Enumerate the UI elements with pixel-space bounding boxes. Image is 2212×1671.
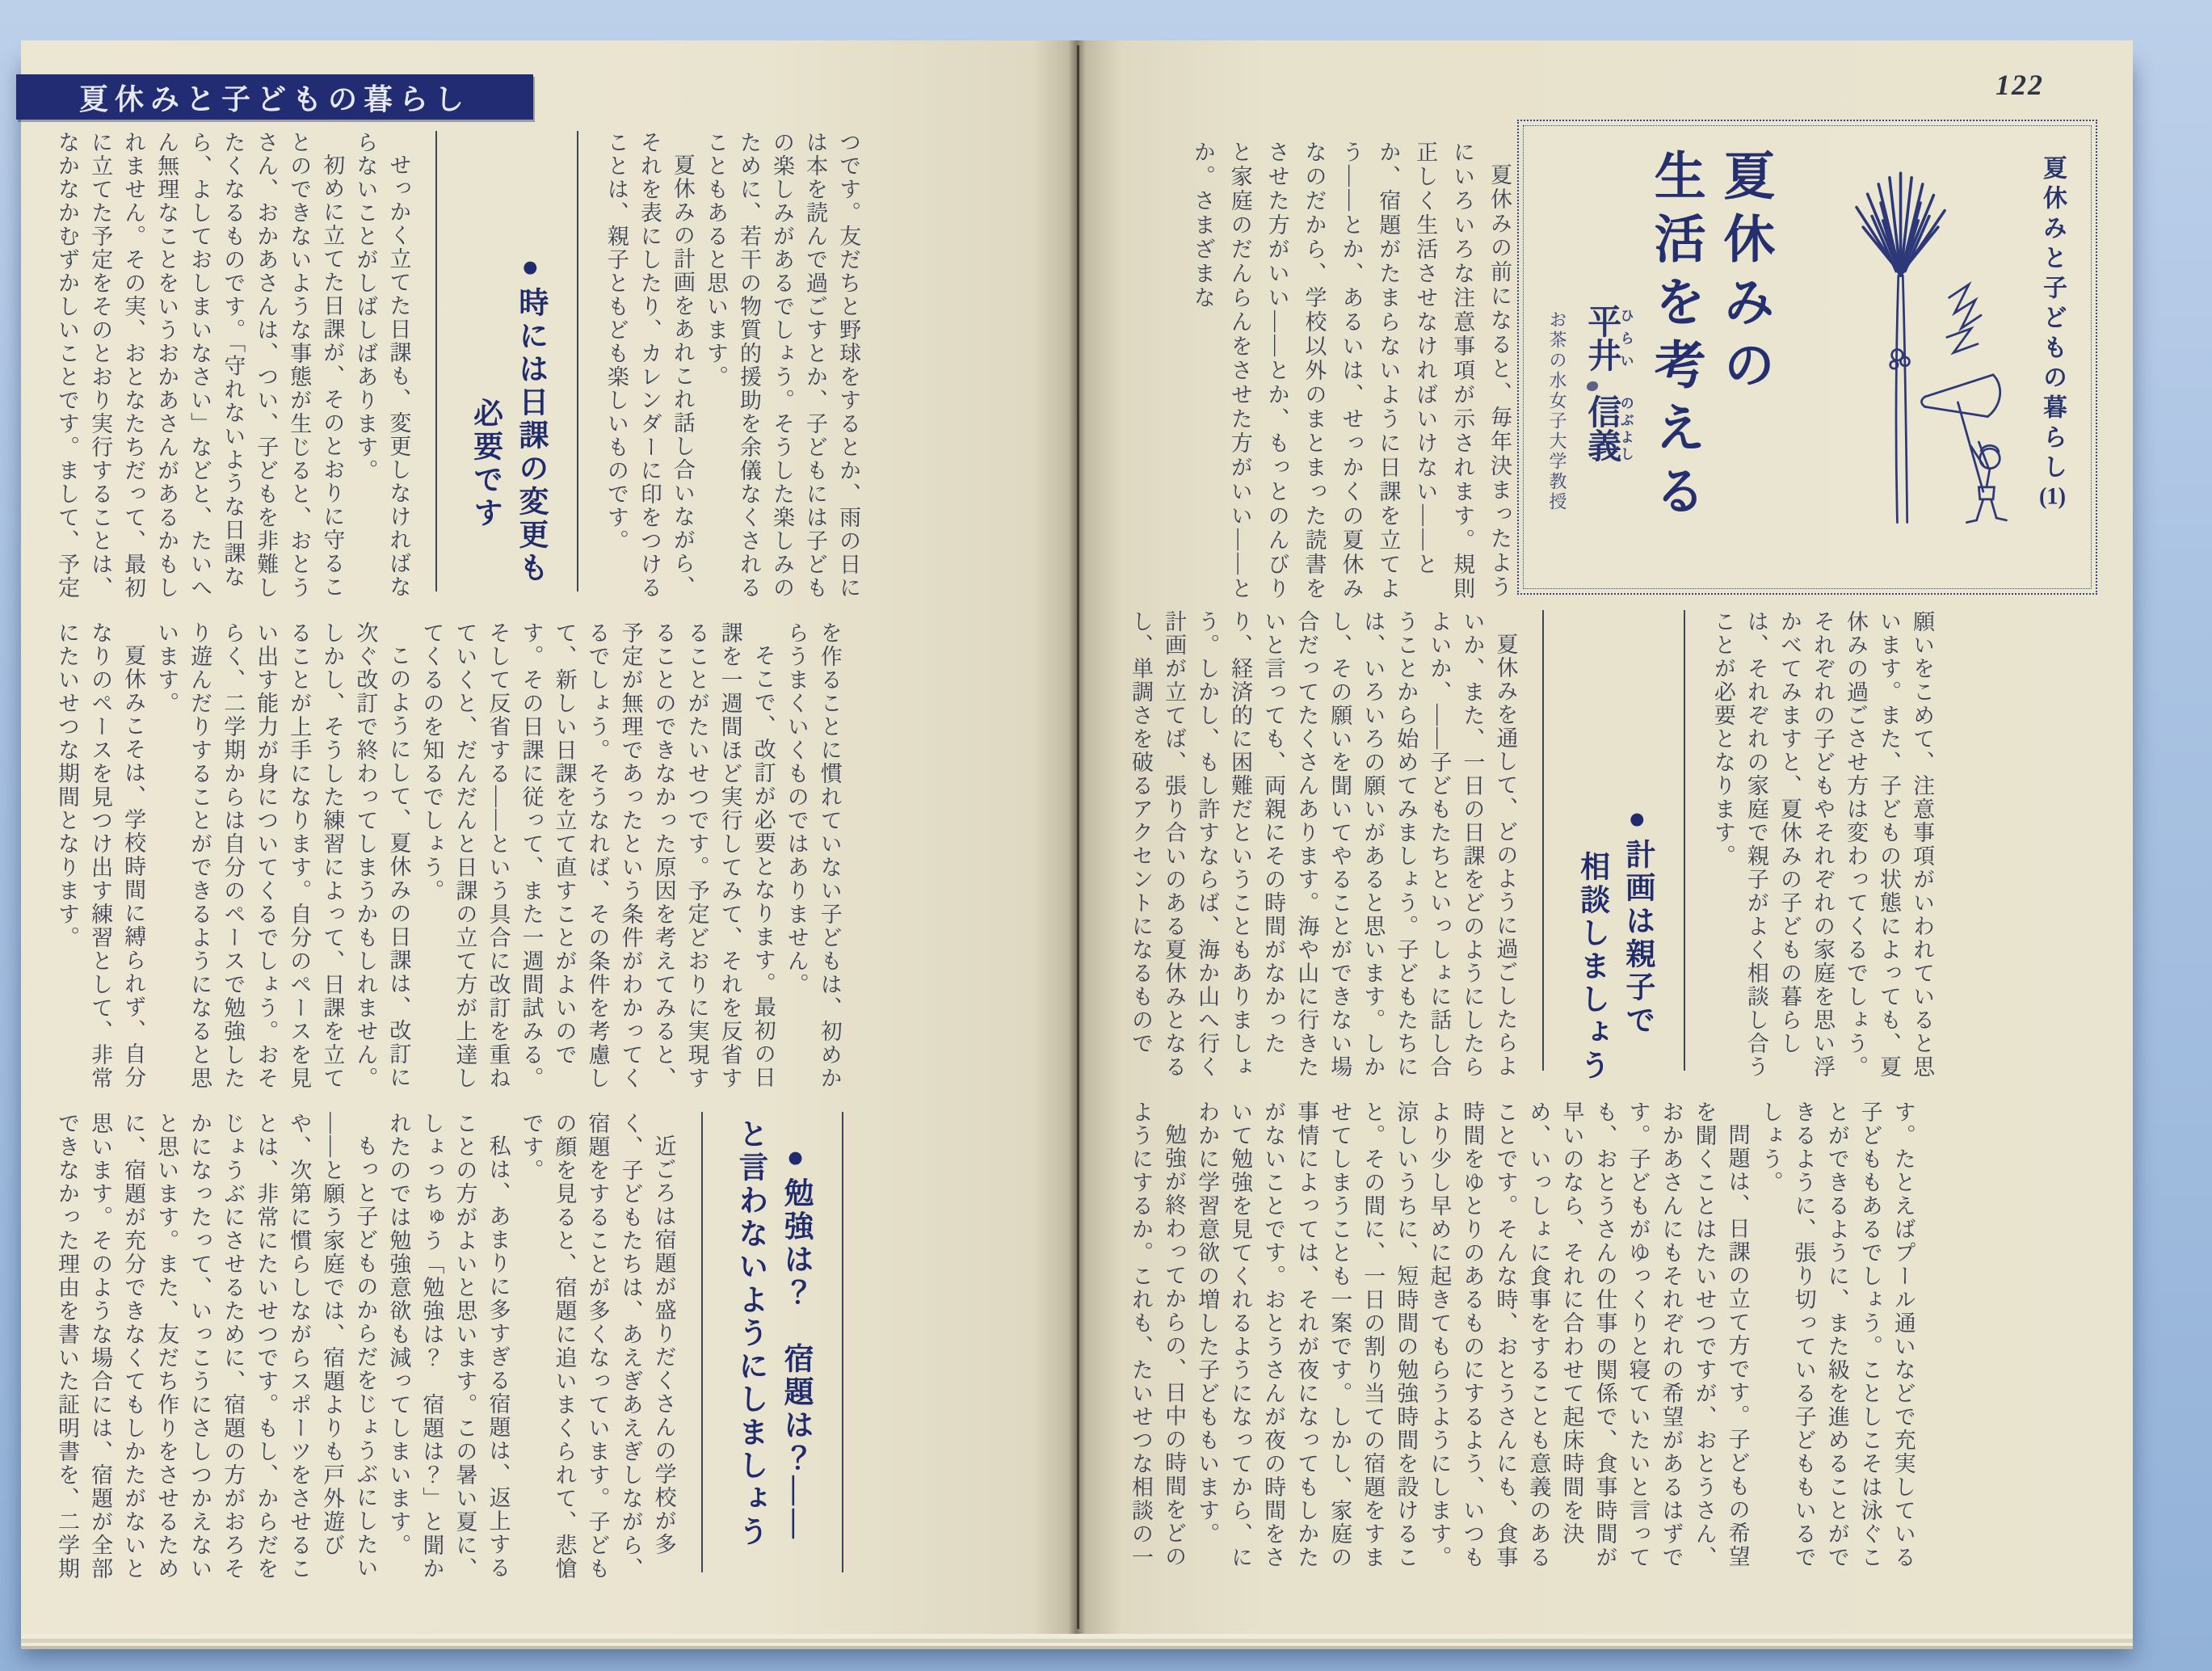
left-band-3 [50, 1112, 864, 1587]
section-divider-rule [577, 131, 578, 591]
section-heading-line: 相談しましょう [1575, 851, 1609, 1083]
author-surname [1583, 304, 1634, 372]
right-band-3 [1124, 1101, 1920, 1576]
section-heading-line: 必要です [468, 398, 502, 530]
body-paragraph: 私は、あまりに多すぎる宿題は、返上することの方がよいと思います。この暑い夏に、しょっちゅう「勉強は？ 宿題は？」と聞かれたのでは勉強意欲も減ってしまいます。 [386, 1112, 511, 1581]
body-paragraph: 夏休みの前になると、毎年決まったようにいろいろな注意事項が示されます。規則正しく生活させなければいけない——とか、宿題がたまらないように日課を立てよう——とか、あるいは、せっかくの夏休みなのだから、学校以外のまとまった読書をさせた方がいい——とか、もっとのんびりと家庭のだんらんをさせた方がいい——とか。さまざまな [1190, 141, 1512, 601]
section-divider-rule [1684, 610, 1685, 1071]
right-page [1077, 40, 2133, 1634]
section-heading-line: ●計画は親子で [1620, 802, 1654, 1038]
author-affiliation: お茶の水女子大学教授 [1547, 310, 1567, 512]
right-band-1 [1124, 120, 2097, 601]
body-paragraph: 夏休みの計画をあれこれ話し合いながら、それを表にしたり、カレンダーに印をつけることは、親子ともども楽しいものです。 [603, 131, 695, 600]
series-number: (1) [2039, 484, 2066, 508]
open-magazine-spread [21, 40, 2133, 1634]
series-label-vertical [2026, 149, 2070, 566]
series-label-text: 夏休みと子どもの暮らし [2039, 155, 2066, 484]
section-divider-rule [435, 131, 437, 591]
article-title-box-inner [1523, 125, 2092, 589]
page-number: 122 [1995, 69, 2044, 101]
author-given-text: 信義 [1583, 394, 1621, 462]
section-heading-plan [1568, 610, 1659, 1085]
gutter-edge-line [1077, 45, 1079, 1629]
section-heading-line: ●時には日課の変更も [513, 250, 547, 585]
section-divider-rule [842, 1112, 843, 1572]
body-paragraph: 近ごろは宿題が盛りだくさんの学校が多く、子どもたちは、あえぎあえぎしながら、宿題をすることが多くなっています。子どもの顔を見ると、宿題に追いまくられて、悲愴です。 [519, 1112, 676, 1581]
series-header-tab [16, 74, 533, 120]
section-heading-homework [727, 1112, 818, 1587]
section-divider-rule [1542, 610, 1544, 1071]
article-title-block [1545, 149, 1784, 566]
body-paragraph: このようにして、夏休みの日課は、改訂に次ぐ改訂で終わってしまうかもしれません。しかし、そうした練習によって、日課を立てることが上手になります。自分のペースを見い出す能力が身についてくるでしょう。おそらく、二学期からは自分のペースで勉強したり遊んだりすることができるようになると思います。 [154, 621, 411, 1090]
body-paragraph: 勉強が終わってからの、日中の時間をどのようにするか。これも、たいせつな相談の一 [1129, 1101, 1187, 1569]
article-title-line: 生活を考える [1646, 149, 1705, 527]
body-paragraph: す。たとえばプール通いなどで充実している子どももあるでしょう。ことしこそは泳ぐことができるように、また級を進めることができるように、張り切っている子どももいるでしょう。 [1758, 1101, 1916, 1569]
right-band-2 [1124, 610, 1938, 1085]
plant-tuft [1857, 173, 1945, 276]
left-band-2 [50, 621, 846, 1096]
butterfly-net-illustration [1784, 149, 2026, 566]
author-name [1583, 149, 1633, 566]
right-page-text-area [1124, 120, 2097, 1602]
left-band-1 [50, 131, 864, 606]
author-given [1583, 394, 1634, 462]
left-page [21, 40, 1077, 1634]
body-paragraph: 夏休みこそは、学校時間に縛られず、自分なりのペースを見つけ出す練習として、非常にたいせつな期間となります。 [55, 621, 146, 1090]
article-title-line: 夏休みの [1716, 149, 1774, 401]
author-given-furigana: のぶよし [1617, 394, 1634, 462]
author-surname-furigana: ひらい [1617, 304, 1634, 372]
left-page-text-area [50, 131, 1027, 1602]
body-paragraph: 夏休みを通して、どのように過ごしたらよいか、また、一日の日課をどのようにしたらよいか、——子どもたちといっしょに話し合うことから始めてみましょう。子どもたちには、いろいろの願いがあると思います。しかし、その願いを聞いてやることができない場合だってたくさんあります。海や山に行きたいと言っても、両親にその時間がなかったり、経済的に困難だということもありましょう。しかし、もし許すならば、海か山へ行く計画が立てば、張り合いのある夏休みとなるし、単調さを破るアクセントになるもので [1129, 610, 1518, 1079]
body-paragraph: 願いをこめて、注意事項がいわれていると思います。また、子どもの状態によっても、夏休みの過ごさせ方は変わってくるでしょう。それぞれの子どもやそれぞれの家庭を思い浮かべてみますと、夏休みの子どもの暮らしは、それぞれの家庭で親子がよく相談し合うことが必要となります。 [1710, 610, 1935, 1079]
body-paragraph: せっかく立てた日課も、変更しなければならないことがしばしばあります。 [353, 131, 411, 600]
body-paragraph: つです。友だちと野球をするとか、雨の日には本を読んで過ごすとか、子どもには子どもの楽しみがあるでしょう。そうした楽しみのために、若干の物質的援助を余儀なくされることもあると思います。 [703, 131, 861, 600]
section-heading-line: ●勉強は？ 宿題は？—— [779, 1141, 813, 1542]
insect [1890, 349, 1910, 368]
series-header-label: 夏休みと子どもの暮らし [78, 82, 470, 116]
body-paragraph: 初めに立てた日課が、そのとおりに守ることのできないような事態が生じると、おとうさん、おかあさんは、つい、子どもを非難したくなるものです。「守れないような日課なら、よしておしまいなさい」などと、たいへん無理なことをいうおかあさんがあるかもしれません。その実、おとなたちだって、最初に立てた予定をそのとおり実行することは、なかなかむずかしいことです。まして、予定 [55, 131, 345, 600]
zigzag-marks [1947, 284, 1981, 353]
article-opening-text [1124, 120, 1517, 616]
section-heading-line: と言わないようにしましょう [733, 1118, 767, 1549]
body-paragraph: を作ることに慣れていない子どもは、初めからうまくいくものではありません。 [784, 621, 842, 1090]
article-title-box [1517, 120, 2097, 595]
body-paragraph: 問題は、日課の立て方です。子どもの希望を聞くことはたいせつですが、おとうさん、おかあさんにもそれぞれの希望があるはずです。子どもがゆっくりと寝ていたいと言っても、おとうさんの仕事の関係で、食事時間が早いのなら、それに合わせて起床時間を決め、いっしょに食事をすることも意義のあることです。そんな時、おとうさんにも、食事時間をゆとりのあるものにするよう、いつもより少し早めに起きてもらうようにします。涼しいうちに、短時間の勉強時間を設けること。その間に、一日の割り当ての宿題をすませてしまうことも一案です。しかし、家庭の事情によっては、それが夜になってもしかたがないことです。おとうさんが夜の時間をさいて勉強を見てくれるようになってから、にわかに学習意欲の増した子どももいます。 [1195, 1101, 1750, 1569]
body-paragraph: そこで、改訂が必要となります。最初の日課を一週間ほど実行してみて、それを反省することがたいせつです。予定どおりに実現することのできなかった原因を考えてみると、予定が無理であったという条件がわかってくるでしょう。そうなれば、その条件を考慮して、新しい日課を立て直すことがよいのです。その日課に従って、また一週間試みる。そして反省する——という具合に改訂を重ねていくと、だんだんと日課の立て方が上達してくるのを知るでしょう。 [419, 621, 776, 1090]
author-surname-text: 平井 [1583, 304, 1621, 372]
body-paragraph: もっと子どものからだをじょうぶにしたい——と願う家庭では、宿題よりも戸外遊びや、次第に慣らしながらスポーツをさせることは、非常にたいせつです。もし、からだをじょうぶにさせるために、宿題の方がおろそかになったって、いっこうにさしつかえないと思います。また、友だち作りをさせるために、宿題が充分できなくてもしかたがないと思います。そのような場合には、宿題が全部できなかった理由を書いた証明書を、二学期 [55, 1112, 378, 1581]
section-divider-rule [701, 1112, 703, 1572]
section-heading-schedule-change [461, 131, 552, 606]
